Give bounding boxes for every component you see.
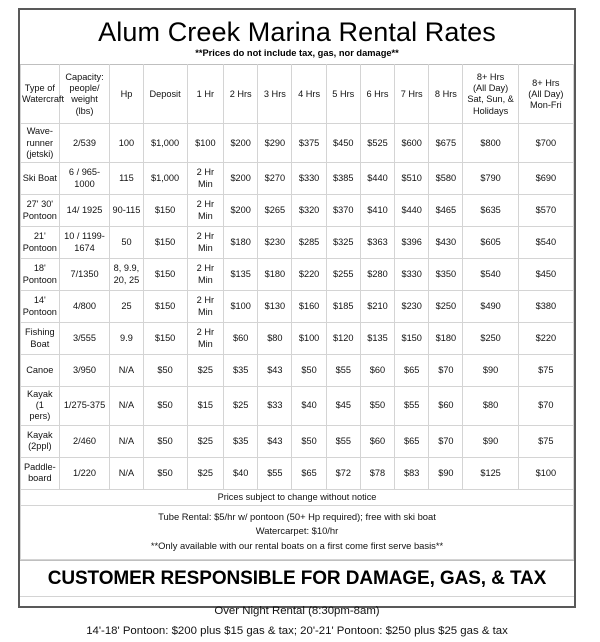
cell-line: 2 Hr xyxy=(196,167,215,178)
cell-line: 3/555 xyxy=(73,332,96,343)
cell-line: 14' xyxy=(33,295,46,306)
column-header-line: (All Day) xyxy=(528,88,564,99)
cell-line: Wave- xyxy=(26,126,53,137)
cell-rate-allday-weekday: $100 xyxy=(518,457,573,489)
cell-line: Min xyxy=(197,274,213,285)
cell-watercraft-type xyxy=(21,355,60,387)
column-header-line: weight xyxy=(71,94,98,105)
cell-rate-1hr xyxy=(187,291,223,323)
cell-line: Pontoon xyxy=(22,210,57,221)
cell-line: 2/539 xyxy=(73,137,96,148)
table-row xyxy=(21,227,574,259)
cell-rate-hr3: $290 xyxy=(258,124,292,163)
cell-rate-allday-weekday: $540 xyxy=(518,227,573,259)
cell-line: 1000 xyxy=(74,178,95,189)
cell-line: Paddle- xyxy=(23,461,56,472)
cell-rate-hr7: $396 xyxy=(395,227,429,259)
cell-rate-allday-weekday: $75 xyxy=(518,425,573,457)
cell-rate-hr6: $210 xyxy=(360,291,394,323)
cell-rate-allday-weekday: $380 xyxy=(518,291,573,323)
cell-rate-allday-weekday: $75 xyxy=(518,355,573,387)
cell-rate-hr8: $90 xyxy=(429,457,463,489)
column-header-line: (All Day) xyxy=(472,83,509,94)
cell-line: 27' 30' xyxy=(26,199,54,210)
cell-horsepower xyxy=(110,457,143,489)
rate-sheet xyxy=(18,8,576,637)
cell-line: 2 Hr xyxy=(196,231,215,242)
cell-line: 2 Hr xyxy=(196,263,215,274)
cell-rate-hr5: $55 xyxy=(326,355,360,387)
cell-deposit: $50 xyxy=(143,355,187,387)
cell-rate-hr8: $70 xyxy=(429,425,463,457)
cell-rate-hr5: $385 xyxy=(326,163,360,195)
cell-line: Min xyxy=(197,306,213,317)
table-body xyxy=(21,124,574,489)
responsibility-banner: CUSTOMER RESPONSIBLE FOR DAMAGE, GAS, & TAX xyxy=(20,560,574,597)
cell-rate-hr7: $65 xyxy=(395,355,429,387)
cell-line: 90-115 xyxy=(112,204,141,215)
cell-deposit: $50 xyxy=(143,425,187,457)
cell-line: N/A xyxy=(118,467,135,478)
column-header-line: Hp xyxy=(120,88,133,99)
column-header-10 xyxy=(395,65,429,124)
cell-horsepower xyxy=(110,387,143,426)
column-header-line: Deposit xyxy=(149,88,181,99)
cell-capacity xyxy=(59,355,110,387)
cell-line: $25 xyxy=(197,467,214,478)
note-line: Tube Rental: $5/hr w/ pontoon (50+ Hp required); free with ski boat xyxy=(158,510,436,522)
cell-rate-hr6: $78 xyxy=(360,457,394,489)
cell-rate-hr5: $325 xyxy=(326,227,360,259)
cell-rate-hr8: $430 xyxy=(429,227,463,259)
cell-rate-hr7: $600 xyxy=(395,124,429,163)
cell-watercraft-type xyxy=(21,323,60,355)
cell-rate-hr8: $60 xyxy=(429,387,463,426)
cell-rate-allday-weekend: $80 xyxy=(463,387,518,426)
cell-rate-allday-weekday: $220 xyxy=(518,323,573,355)
cell-rate-hr3: $43 xyxy=(258,355,292,387)
cell-rate-allday-weekend: $790 xyxy=(463,163,518,195)
cell-rate-hr2: $135 xyxy=(224,259,258,291)
cell-line: Boat xyxy=(30,338,50,349)
cell-line: 21' xyxy=(33,231,46,242)
cell-rate-hr4: $65 xyxy=(292,457,326,489)
cell-line: 50 xyxy=(121,236,132,247)
column-header-11 xyxy=(429,65,463,124)
table-row xyxy=(21,163,574,195)
cell-rate-allday-weekday: $700 xyxy=(518,124,573,163)
column-header-line: 3 Hrs xyxy=(263,88,286,99)
table-row xyxy=(21,195,574,227)
cell-line: $25 xyxy=(197,364,214,375)
cell-rate-hr2: $200 xyxy=(224,163,258,195)
cell-capacity xyxy=(59,387,110,426)
cell-rate-hr2: $35 xyxy=(224,355,258,387)
cell-rate-1hr xyxy=(187,124,223,163)
cell-rate-1hr xyxy=(187,425,223,457)
cell-rate-allday-weekday: $450 xyxy=(518,259,573,291)
table-row xyxy=(21,457,574,489)
cell-rate-hr4: $160 xyxy=(292,291,326,323)
overnight-footer xyxy=(20,597,574,642)
note-line: Watercarpet: $10/hr xyxy=(255,525,339,537)
cell-rate-hr8: $350 xyxy=(429,259,463,291)
column-header-9 xyxy=(360,65,394,124)
cell-deposit: $50 xyxy=(143,387,187,426)
cell-horsepower xyxy=(110,195,143,227)
cell-line: 10 / 1199- xyxy=(64,231,105,242)
column-header-line: Holidays xyxy=(472,105,509,116)
cell-rate-1hr xyxy=(187,163,223,195)
cell-watercraft-type xyxy=(21,387,60,426)
cell-line: 1/275-375 xyxy=(63,400,106,411)
cell-rate-hr4: $50 xyxy=(292,425,326,457)
cell-watercraft-type xyxy=(21,425,60,457)
cell-rate-hr3: $180 xyxy=(258,259,292,291)
cell-horsepower xyxy=(110,124,143,163)
cell-watercraft-type xyxy=(21,457,60,489)
cell-rate-hr3: $33 xyxy=(258,387,292,426)
cell-rate-hr6: $50 xyxy=(360,387,394,426)
column-header-13 xyxy=(518,65,573,124)
cell-rate-1hr xyxy=(187,387,223,426)
cell-rate-allday-weekday: $570 xyxy=(518,195,573,227)
cell-line: Min xyxy=(197,178,213,189)
cell-line: 115 xyxy=(119,172,134,183)
column-header-line: 8 Hrs xyxy=(434,88,457,99)
cell-rate-hr6: $440 xyxy=(360,163,394,195)
cell-watercraft-type xyxy=(21,124,60,163)
cell-deposit: $150 xyxy=(143,227,187,259)
cell-capacity xyxy=(59,259,110,291)
cell-line: 8, 9.9, xyxy=(113,263,140,274)
cell-line: Canoe xyxy=(26,364,54,375)
cell-line: 6 / 965- xyxy=(68,167,101,178)
cell-rate-hr8: $250 xyxy=(429,291,463,323)
cell-rate-hr4: $375 xyxy=(292,124,326,163)
column-header-line: Watercraft xyxy=(22,94,65,105)
cell-deposit: $50 xyxy=(143,457,187,489)
cell-line: 14/ 1925 xyxy=(66,204,103,215)
cell-line: 2 Hr xyxy=(196,199,215,210)
cell-horsepower xyxy=(110,323,143,355)
cell-rate-allday-weekend: $635 xyxy=(463,195,518,227)
cell-rate-hr5: $185 xyxy=(326,291,360,323)
cell-horsepower xyxy=(110,291,143,323)
cell-line: 2/460 xyxy=(73,435,96,446)
cell-rate-hr5: $72 xyxy=(326,457,360,489)
cell-deposit: $150 xyxy=(143,291,187,323)
cell-rate-hr7: $330 xyxy=(395,259,429,291)
cell-watercraft-type xyxy=(21,291,60,323)
disclaimer-row xyxy=(21,489,574,505)
cell-rate-hr6: $363 xyxy=(360,227,394,259)
cell-rate-hr7: $150 xyxy=(395,323,429,355)
cell-deposit: $150 xyxy=(143,259,187,291)
cell-rate-hr8: $675 xyxy=(429,124,463,163)
cell-rate-hr5: $255 xyxy=(326,259,360,291)
cell-rate-1hr xyxy=(187,227,223,259)
cell-rate-hr6: $135 xyxy=(360,323,394,355)
cell-capacity xyxy=(59,457,110,489)
rental-rates-table xyxy=(20,64,574,506)
column-header-7 xyxy=(292,65,326,124)
cell-capacity xyxy=(59,124,110,163)
cell-rate-allday-weekend: $490 xyxy=(463,291,518,323)
cell-rate-allday-weekend: $90 xyxy=(463,425,518,457)
cell-capacity xyxy=(59,227,110,259)
cell-line: runner xyxy=(26,137,54,148)
cell-rate-allday-weekday: $70 xyxy=(518,387,573,426)
cell-rate-hr6: $60 xyxy=(360,355,394,387)
cell-horsepower xyxy=(110,355,143,387)
disclaimer-text: Prices subject to change without notice xyxy=(21,489,574,505)
cell-rate-hr8: $580 xyxy=(429,163,463,195)
cell-rate-hr3: $130 xyxy=(258,291,292,323)
cell-line: Min xyxy=(197,210,213,221)
cell-rate-hr5: $120 xyxy=(326,323,360,355)
column-header-line: 1 Hr xyxy=(196,88,215,99)
table-header-row xyxy=(21,65,574,124)
column-header-12 xyxy=(463,65,518,124)
page-title: Alum Creek Marina Rental Rates xyxy=(98,17,496,47)
cell-rate-1hr xyxy=(187,355,223,387)
table-row xyxy=(21,291,574,323)
cell-line: 9.9 xyxy=(120,332,133,343)
column-header-line: Capacity: xyxy=(65,71,104,82)
cell-line: 18' xyxy=(33,263,46,274)
cell-rate-hr8: $465 xyxy=(429,195,463,227)
cell-capacity xyxy=(59,163,110,195)
cell-line: 25 xyxy=(121,300,132,311)
cell-line: N/A xyxy=(118,364,135,375)
cell-rate-hr3: $230 xyxy=(258,227,292,259)
cell-rate-hr2: $180 xyxy=(224,227,258,259)
cell-watercraft-type xyxy=(21,227,60,259)
cell-line: 20, 25 xyxy=(113,274,140,285)
column-header-line: 7 Hrs xyxy=(400,88,423,99)
cell-line: board xyxy=(28,473,52,484)
cell-rate-hr7: $230 xyxy=(395,291,429,323)
cell-rate-hr3: $265 xyxy=(258,195,292,227)
cell-rate-hr2: $40 xyxy=(224,457,258,489)
cell-rate-hr5: $450 xyxy=(326,124,360,163)
cell-rate-hr7: $65 xyxy=(395,425,429,457)
cell-horsepower xyxy=(110,259,143,291)
cell-rate-hr4: $320 xyxy=(292,195,326,227)
note-line: **Only available with our rental boats on a first come first serve basis** xyxy=(150,540,444,552)
cell-rate-hr4: $50 xyxy=(292,355,326,387)
cell-line: $15 xyxy=(197,400,214,411)
cell-watercraft-type xyxy=(21,163,60,195)
table-row xyxy=(21,259,574,291)
cell-rate-allday-weekend: $250 xyxy=(463,323,518,355)
cell-line: N/A xyxy=(118,400,135,411)
cell-rate-hr6: $60 xyxy=(360,425,394,457)
cell-watercraft-type xyxy=(21,259,60,291)
cell-watercraft-type xyxy=(21,195,60,227)
cell-rate-allday-weekend: $800 xyxy=(463,124,518,163)
cell-deposit: $1,000 xyxy=(143,163,187,195)
cell-line: Fishing xyxy=(25,327,55,338)
cell-line: $25 xyxy=(197,435,214,446)
cell-line: 1/220 xyxy=(73,467,96,478)
cell-rate-1hr xyxy=(187,457,223,489)
cell-rate-hr6: $525 xyxy=(360,124,394,163)
cell-rate-allday-weekday: $690 xyxy=(518,163,573,195)
cell-rate-allday-weekend: $125 xyxy=(463,457,518,489)
cell-rate-hr3: $55 xyxy=(258,457,292,489)
cell-rate-hr2: $200 xyxy=(224,195,258,227)
cell-deposit: $150 xyxy=(143,195,187,227)
cell-rate-hr4: $285 xyxy=(292,227,326,259)
column-header-2 xyxy=(110,65,143,124)
cell-rate-hr7: $440 xyxy=(395,195,429,227)
cell-rate-hr4: $40 xyxy=(292,387,326,426)
cell-rate-1hr xyxy=(187,323,223,355)
cell-line: Min xyxy=(197,242,213,253)
cell-rate-hr4: $220 xyxy=(292,259,326,291)
cell-line: Kayak (1 xyxy=(27,389,53,411)
table-row xyxy=(21,355,574,387)
column-header-5 xyxy=(224,65,258,124)
cell-rate-hr8: $180 xyxy=(429,323,463,355)
footer-line: Over Night Rental (8:30pm-8am) xyxy=(214,604,380,617)
column-header-1 xyxy=(59,65,110,124)
cell-rate-hr6: $280 xyxy=(360,259,394,291)
cell-horsepower xyxy=(110,163,143,195)
cell-horsepower xyxy=(110,227,143,259)
footer-line: 14'-18' Pontoon: $200 plus $15 gas & tax; 20'-21' Pontoon: $250 plus $25 gas & tax xyxy=(86,624,508,637)
cell-rate-hr2: $25 xyxy=(224,387,258,426)
column-header-0 xyxy=(21,65,65,124)
cell-rate-hr5: $370 xyxy=(326,195,360,227)
column-header-8 xyxy=(326,65,360,124)
cell-line: 2 Hr xyxy=(196,295,215,306)
column-header-line: 8+ Hrs xyxy=(532,77,560,88)
cell-capacity xyxy=(59,425,110,457)
cell-line: 2 Hr xyxy=(196,327,215,338)
cell-rate-allday-weekend: $540 xyxy=(463,259,518,291)
column-header-4 xyxy=(187,65,223,124)
cell-rate-hr7: $55 xyxy=(395,387,429,426)
cell-line: Pontoon xyxy=(22,306,57,317)
cell-rate-hr6: $410 xyxy=(360,195,394,227)
cell-line: 7/1350 xyxy=(70,268,99,279)
cell-rate-hr5: $55 xyxy=(326,425,360,457)
table-row xyxy=(21,387,574,426)
cell-line: (2ppl) xyxy=(28,441,52,452)
cell-rate-hr7: $510 xyxy=(395,163,429,195)
column-header-line: 4 Hrs xyxy=(298,88,321,99)
cell-rate-hr4: $330 xyxy=(292,163,326,195)
cell-rate-allday-weekend: $605 xyxy=(463,227,518,259)
page-subtitle: **Prices do not include tax, gas, nor damage** xyxy=(195,48,399,59)
cell-rate-hr2: $200 xyxy=(224,124,258,163)
column-header-line: people/ xyxy=(69,83,100,94)
cell-rate-1hr xyxy=(187,195,223,227)
column-header-line: (lbs) xyxy=(75,105,94,116)
cell-line: (jetski) xyxy=(26,148,54,159)
cell-capacity xyxy=(59,323,110,355)
column-header-line: 6 Hrs xyxy=(366,88,389,99)
cell-line: 1674 xyxy=(74,242,95,253)
cell-rate-1hr xyxy=(187,259,223,291)
cell-rate-hr2: $60 xyxy=(224,323,258,355)
cell-deposit: $1,000 xyxy=(143,124,187,163)
cell-line: Ski Boat xyxy=(22,172,57,183)
cell-horsepower xyxy=(110,425,143,457)
cell-rate-hr3: $43 xyxy=(258,425,292,457)
cell-line: $100 xyxy=(195,137,216,148)
cell-rate-hr2: $100 xyxy=(224,291,258,323)
cell-line: Min xyxy=(197,338,213,349)
cell-line: Pontoon xyxy=(22,274,57,285)
column-header-3 xyxy=(143,65,187,124)
column-header-line: 2 Hrs xyxy=(229,88,252,99)
column-header-6 xyxy=(258,65,292,124)
cell-line: 3/950 xyxy=(73,364,96,375)
column-header-line: 5 Hrs xyxy=(332,88,355,99)
cell-capacity xyxy=(59,291,110,323)
cell-rate-hr4: $100 xyxy=(292,323,326,355)
cell-line: Kayak xyxy=(27,429,53,440)
cell-rate-hr2: $35 xyxy=(224,425,258,457)
cell-line: pers) xyxy=(29,411,51,422)
cell-rate-allday-weekend: $90 xyxy=(463,355,518,387)
table-row xyxy=(21,124,574,163)
column-header-line: Type of xyxy=(24,83,55,94)
cell-line: 4/800 xyxy=(73,300,96,311)
column-header-line: Mon-Fri xyxy=(530,99,562,110)
cell-line: 100 xyxy=(118,137,135,148)
cell-line: N/A xyxy=(118,435,135,446)
cell-rate-hr3: $270 xyxy=(258,163,292,195)
column-header-line: 8+ Hrs xyxy=(476,71,505,82)
cell-deposit: $150 xyxy=(143,323,187,355)
cell-line: Pontoon xyxy=(22,242,57,253)
cell-rate-hr5: $45 xyxy=(326,387,360,426)
table-row xyxy=(21,425,574,457)
notes-block xyxy=(20,506,574,560)
cell-rate-hr8: $70 xyxy=(429,355,463,387)
table-row xyxy=(21,323,574,355)
column-header-line: Sat, Sun, & xyxy=(467,94,514,105)
cell-rate-hr3: $80 xyxy=(258,323,292,355)
cell-capacity xyxy=(59,195,110,227)
cell-rate-hr7: $83 xyxy=(395,457,429,489)
